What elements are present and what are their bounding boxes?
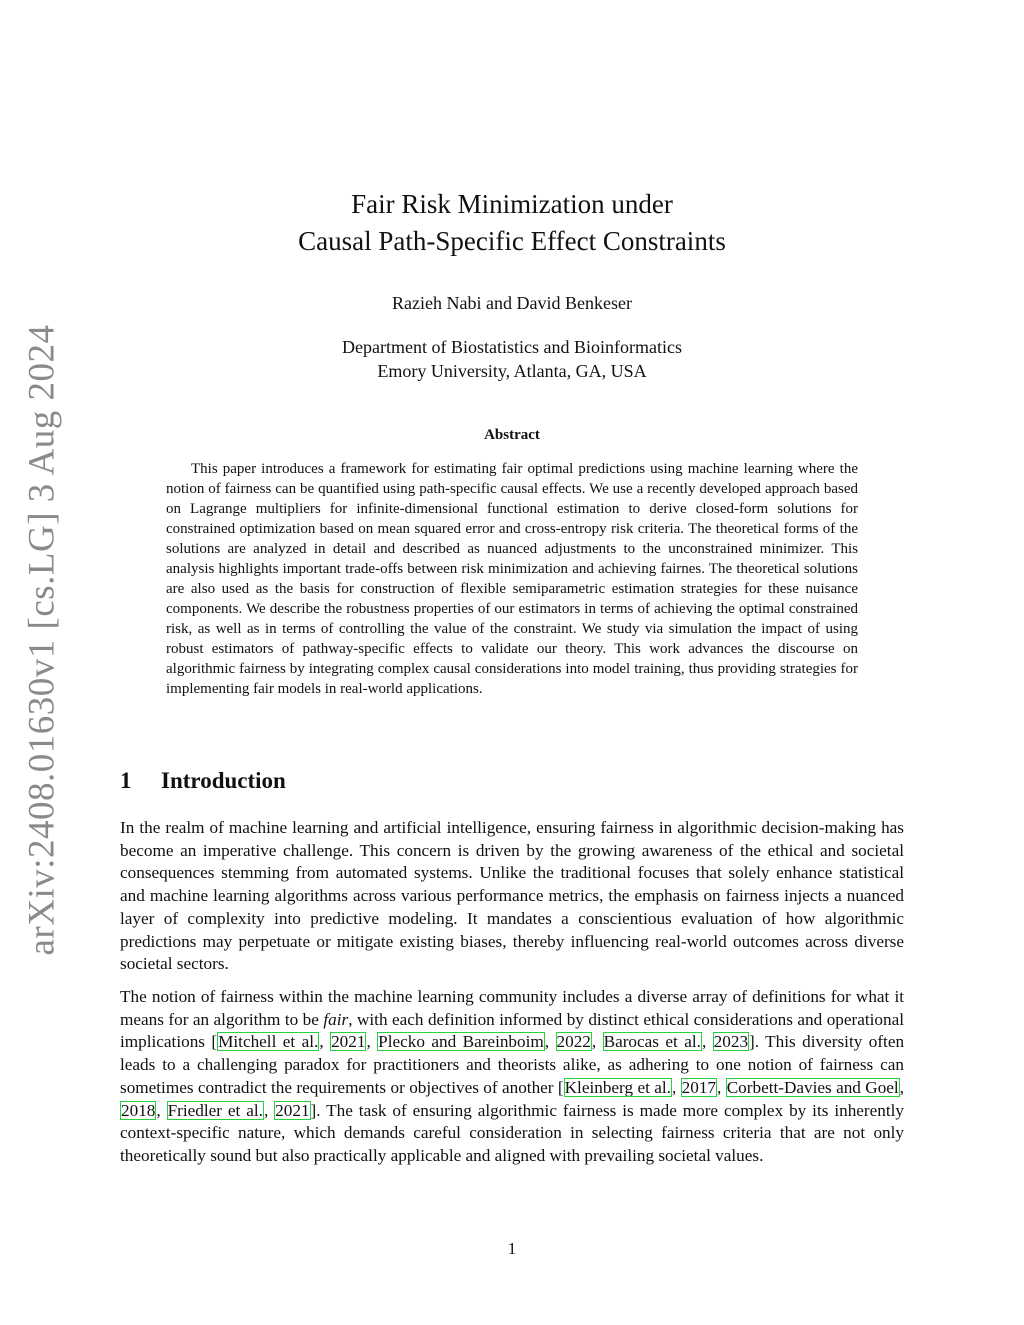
citation-link[interactable]: Mitchell et al. (218, 1032, 319, 1052)
citation-year-link[interactable]: 2017 (681, 1077, 716, 1097)
intro-paragraph-2: The notion of fairness within the machine learning community includes a diverse array of definitions for what it means for an algorithm to be fair, with each definition informed by distinct ethical considerations and operational implications [Mitchell et al., 2021, Plecko and Bareinboim, 2022, Barocas et al., 2023]. This diversity often leads to a challenging paradox for practitioners and theorists alike, as adhering to one notion of fairness can sometimes contradict the requirements or objectives of another [Kleinberg et al., 2017, Corbett-Davies and Goel, 2018, Friedler et al., 2021]. The task of ensuring algorithmic fairness is made more complex by its inherently context-specific nature, which demands careful consideration in selecting fairness criteria that are not only theoretically sound but also practically applicable and aligned with prevailing societal values. (120, 987, 905, 1165)
citation-year-link[interactable]: 2021 (331, 1032, 366, 1052)
citation-year-link[interactable]: 2021 (275, 1100, 310, 1120)
authors: Razieh Nabi and David Benkeser (392, 293, 632, 313)
citation-year-link[interactable]: 2022 (556, 1032, 591, 1052)
section-title: Introduction (161, 768, 286, 793)
title-line-1: Fair Risk Minimization under (351, 189, 673, 219)
text-run: , with each definition informed by distinct ethical considerations and operational implications [ (120, 1009, 905, 1052)
citation-year-link[interactable]: 2018 (121, 1100, 156, 1120)
citation-link[interactable]: Barocas et al. (603, 1032, 701, 1052)
affiliation-line-1: Department of Biostatistics and Bioinformatics (342, 337, 682, 357)
title-line-2: Causal Path-Specific Effect Constraints (298, 226, 726, 256)
citation-link[interactable]: Kleinberg et al. (564, 1077, 671, 1097)
citation-link[interactable]: Plecko and Bareinboim (378, 1032, 544, 1052)
paper-title (0, 186, 1024, 260)
citation-link[interactable]: Friedler et al. (167, 1100, 263, 1120)
emphasis-fair: fair (323, 1009, 349, 1029)
section-number: 1 (120, 768, 132, 793)
intro-paragraph-1: In the realm of machine learning and artificial intelligence, ensuring fairness in algorithmic decision-making has become an imperative challenge. This concern is driven by the growing awareness of the ethical and societal consequences stemming from automated systems. Unlike the traditional focuses that solely enhance statistical and machine learning algorithms across various performance metrics, the emphasis on fairness injects a nuanced layer of complexity into predictive modeling. It mandates a conscientious evaluation of how algorithmic predictions may perpetuate or mitigate existing biases, thereby influencing real-world outcomes across diverse societal sectors. (120, 818, 904, 974)
text-run: ]. The task of ensuring algorithmic fairness is made more complex by its inherently context-specific nature, which demands careful consideration in selecting fairness criteria that are not only theoretically sound but also practically applicable and aligned with prevailing societal values. (120, 1100, 905, 1165)
affiliation-line-2: Emory University, Atlanta, GA, USA (377, 361, 647, 381)
section-heading (120, 768, 286, 794)
arxiv-sidebar-stamp: arXiv:2408.01630v1 [cs.LG] 3 Aug 2024 (21, 324, 63, 956)
citation-year-link[interactable]: 2023 (713, 1032, 749, 1052)
text-run: The notion of fairness within the machine learning community includes a diverse array of definitions for what it means for an algorithm to be (120, 987, 904, 1029)
page-number: 1 (507, 1239, 517, 1258)
affiliation (0, 335, 1024, 383)
citation-link[interactable]: Corbett-Davies and Goel (726, 1077, 899, 1097)
text-run: ]. This diversity often leads to a challenging paradox for practitioners and theorists alike, as adhering to one notion of fairness can sometimes contradict the requirements or objectives of another [ (120, 1032, 905, 1097)
abstract-heading: Abstract (484, 427, 540, 443)
abstract-body: This paper introduces a framework for estimating fair optimal predictions using machine learning where the notion of fairness can be quantified using path-specific causal effects. We use a recently developed approach based on Lagrange multipliers for infinite-dimensional functional estimation to derive closed-form solutions for constrained optimization based on mean squared error and cross-entropy risk criteria. The theoretical forms of the solutions are analyzed in detail and described as nuanced adjustments to the unconstrained minimizer. This analysis highlights important trade-offs between risk minimization and achieving fairnes. The theoretical solutions are also used as the basis for construction of flexible semiparametric estimation strategies for these nuisance components. We describe the robustness properties of our estimators in terms of achieving the optimal constrained risk, as well as in terms of controlling the value of the constraint. We study via simulation the impact of using robust estimators of pathway-specific effects to validate our theory. This work advances the discourse on algorithmic fairness by integrating complex causal considerations into model training, thus providing strategies for implementing fair models in real-world applications. (166, 461, 858, 697)
